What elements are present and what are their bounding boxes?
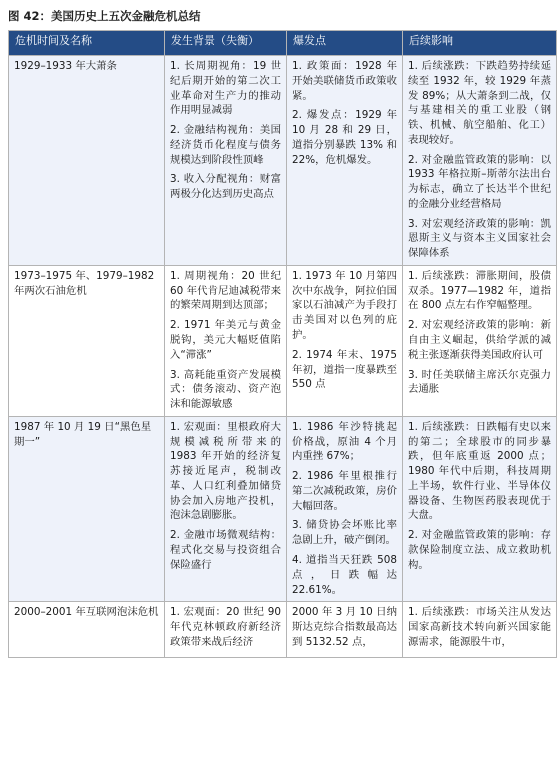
crisis-background bbox=[165, 56, 287, 266]
trigger-point: 2. 爆发点：1929 年 10 月 28 和 29 日，道指分别暴跌 13% 和 22%，危机爆发。 bbox=[292, 109, 397, 166]
impact-point: 3. 时任美联储主席沃尔克强力去通胀 bbox=[408, 368, 551, 396]
impact-point: 2. 对金融监管政策的影响：存款保险制度立法、成立救助机构。 bbox=[408, 529, 551, 571]
impact-point: 1. 后续涨跌：滞胀期间，股债双杀。1977—1982 年，道指在 800 点左右作窄幅整理。 bbox=[408, 269, 551, 312]
crisis-period: 1929–1933 年大萧条 bbox=[9, 56, 165, 266]
header-impact: 后续影响 bbox=[403, 31, 557, 56]
table-header-row bbox=[9, 31, 557, 56]
trigger-point: 1. 1986 年沙特挑起价格战，原油 4 个月内重挫 67%； bbox=[292, 420, 397, 463]
impact-point: 2. 对宏观经济政策的影响：新自由主义崛起，供给学派的减税主张逐渐获得美国政府认可 bbox=[408, 319, 551, 361]
background-point: 2. 金融结构视角：美国经济货币化程度与债务规模达到阶段性顶峰 bbox=[170, 124, 281, 166]
crisis-impact bbox=[403, 416, 557, 601]
trigger-point: 2. 1986 年里根推行第二次减税政策，房价大幅回落。 bbox=[292, 470, 397, 512]
crisis-trigger bbox=[287, 265, 403, 416]
background-point: 1. 长周期视角：19 世纪后期开始的第二次工业革命对生产力的推动作用明显减弱 bbox=[170, 60, 281, 117]
crisis-impact bbox=[403, 265, 557, 416]
background-point: 2. 金融市场微观结构：程式化交易与投资组合保险盛行 bbox=[170, 529, 281, 571]
header-trigger: 爆发点 bbox=[287, 31, 403, 56]
trigger-point: 1. 政策面：1928 年开始美联储货币政策收紧。 bbox=[292, 60, 397, 102]
crisis-background bbox=[165, 265, 287, 416]
trigger-point: 4. 道指当天狂跌 508 点，日跌幅达 22.61%。 bbox=[292, 553, 397, 596]
crisis-period: 1987 年 10 月 19 日“黑色星期一” bbox=[9, 416, 165, 601]
impact-point: 1. 后续涨跌：市场关注从发达国家高新技术转向新兴国家能源需求，能源股牛市， bbox=[408, 606, 551, 648]
crisis-period: 2000–2001 年互联网泡沫危机 bbox=[9, 602, 165, 658]
background-point: 3. 高耗能重资产发展模式：债务滚动、资产泡沫和能源敏感 bbox=[170, 368, 281, 411]
background-point: 2. 1971 年美元与黄金脱钩，美元大幅贬值陷入“滞涨” bbox=[170, 319, 281, 361]
header-background: 发生背景（失衡） bbox=[165, 31, 287, 56]
crisis-trigger bbox=[287, 56, 403, 266]
table-row bbox=[9, 56, 557, 266]
header-period: 危机时间及名称 bbox=[9, 31, 165, 56]
impact-point: 3. 对宏观经济政策的影响：凯恩斯主义与资本主义国家社会保障体系 bbox=[408, 217, 551, 260]
background-point: 1. 周期视角：20 世纪 60 年代肯尼迪减税带来的繁荣周期到达顶部； bbox=[170, 269, 281, 312]
background-point: 3. 收入分配视角：财富两极分化达到历史高点 bbox=[170, 173, 281, 201]
table-row bbox=[9, 265, 557, 416]
crisis-background bbox=[165, 416, 287, 601]
impact-point: 1. 后续涨跌：下跌趋势持续延续至 1932 年，较 1929 年蒸发 89%；从大萧条到二战，仅与基建相关的重工业股（钢铁、机械、航空船舶、化工）表现较好。 bbox=[408, 60, 551, 146]
crisis-trigger bbox=[287, 602, 403, 658]
trigger-point: 2000 年 3 月 10 日纳斯达克综合指数最高达到 5132.52 点， bbox=[292, 606, 397, 648]
crisis-period: 1973–1975 年、1979–1982 年两次石油危机 bbox=[9, 265, 165, 416]
crisis-summary-table bbox=[8, 30, 557, 658]
trigger-point: 3. 储贷协会坏账比率急剧上升，破产倒闭。 bbox=[292, 519, 397, 547]
table-row bbox=[9, 416, 557, 601]
crisis-background bbox=[165, 602, 287, 658]
trigger-point: 2. 1974 年末、1975 年初，道指一度暴跌至 550 点 bbox=[292, 348, 397, 391]
figure-title: 图 42：美国历史上五次金融危机总结 bbox=[8, 9, 201, 23]
impact-point: 1. 后续涨跌：日跌幅有史以来的第二；全球股市的同步暴跌，但年底重返 2000 点；1980 年代中后期，科技周期上半场，软件行业、半导体仪器设备、生物医药股表现优于大盘。 bbox=[408, 420, 551, 522]
trigger-point: 1. 1973 年 10 月第四次中东战争，阿拉伯国家以石油减产为手段打击美国对以色列的庇护。 bbox=[292, 269, 397, 342]
crisis-trigger bbox=[287, 416, 403, 601]
crisis-impact bbox=[403, 602, 557, 658]
background-point: 1. 宏观面：20 世纪 90 年代克林顿政府新经济政策带来战后经济 bbox=[170, 606, 281, 648]
table-row bbox=[9, 602, 557, 658]
impact-point: 2. 对金融监管政策的影响：以 1933 年格拉斯–斯蒂尔法出台为标志，确立了长达半个世纪的金融分业经营格局 bbox=[408, 153, 551, 210]
crisis-impact bbox=[403, 56, 557, 266]
background-point: 1. 宏观面：里根政府大规模减税所带来的 1983 年开始的经济复苏接近尾声，税制改革、人口红利叠加储贷协会加入房地产投机，泡沫急剧膨胀。 bbox=[170, 420, 281, 522]
